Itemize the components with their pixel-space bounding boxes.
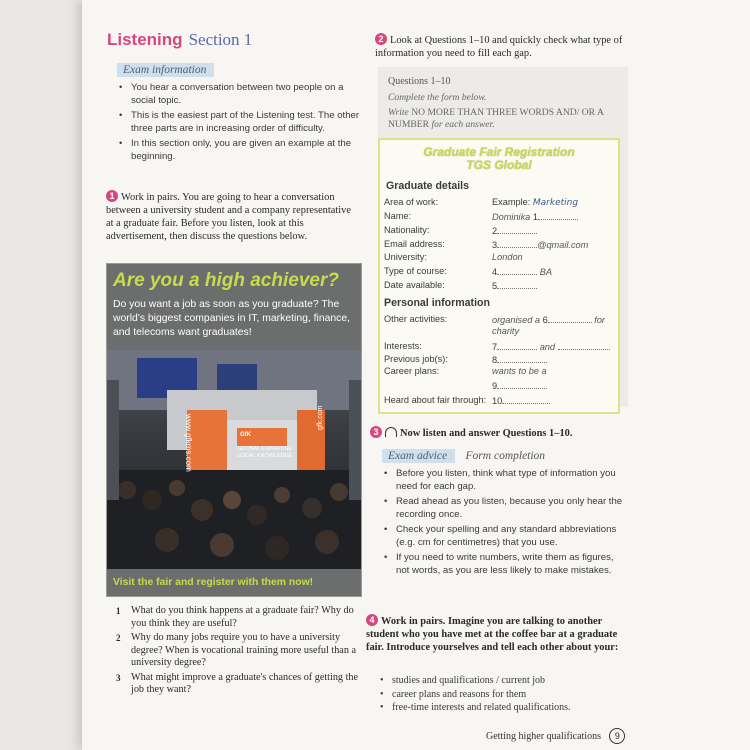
title-section: Section 1 bbox=[188, 30, 253, 49]
task-4 bbox=[366, 614, 626, 654]
ad-footer: Visit the fair and register with them now! bbox=[113, 577, 314, 588]
registration-form bbox=[378, 138, 620, 414]
field-label: Area of work: bbox=[384, 197, 439, 207]
graduate-details-heading: Graduate details bbox=[386, 180, 470, 192]
answer-gap[interactable] bbox=[502, 395, 550, 404]
instruction-line-2: Write NO MORE THAN THREE WORDS AND/ OR A NUMBER for each answer. bbox=[388, 107, 604, 130]
field-value: 7 and bbox=[492, 341, 610, 352]
exam-advice-bullet: • Before you listen, think what type of information you need for each gap. bbox=[382, 468, 627, 493]
advertisement bbox=[106, 263, 362, 597]
answer-gap[interactable] bbox=[497, 380, 547, 389]
form-instructions bbox=[388, 76, 623, 130]
field-value: Dominika 1 bbox=[492, 211, 578, 222]
exam-advice-bullet: • Read ahead as you listen, because you only hear the recording once. bbox=[382, 496, 627, 521]
exam-info-bullet: • In this section only, you are given an example at the beginning. bbox=[117, 138, 362, 163]
questions-heading: Questions 1–10 bbox=[388, 76, 451, 87]
answer-gap[interactable] bbox=[497, 280, 537, 289]
footer-text: Getting higher qualifications bbox=[486, 731, 601, 742]
ad-headline: Are you a high achiever? bbox=[113, 270, 339, 291]
question-item: 1 What do you think happens at a graduate fair? Why do you think they are useful? bbox=[116, 605, 354, 629]
answer-gap[interactable] bbox=[548, 314, 592, 323]
field-label: Date available: bbox=[384, 280, 445, 290]
question-item: 3 What might improve a graduate's chances of getting the job they want? bbox=[116, 671, 359, 695]
field-value: 3 @qmail.com bbox=[492, 240, 589, 250]
task-3-number: 3 bbox=[370, 426, 382, 438]
field-label: Previous job(s): bbox=[384, 354, 448, 364]
fair-photo bbox=[107, 350, 361, 569]
exam-info-list bbox=[117, 82, 362, 163]
exam-advice bbox=[382, 446, 627, 580]
exam-advice-list bbox=[382, 468, 627, 577]
task-3 bbox=[370, 426, 625, 440]
task-1-text: Work in pairs. You are going to hear a conversation between a university student and a company representative at a graduate fair. Before you listen, look at this advertisement, then discuss the questions below. bbox=[106, 192, 351, 242]
exam-advice-subtitle: Form completion bbox=[465, 450, 546, 462]
title-listening: Listening bbox=[107, 30, 183, 49]
task-4-bullet: • studies and qualifications / current job bbox=[378, 675, 623, 688]
task-1 bbox=[106, 190, 361, 243]
answer-gap[interactable] bbox=[497, 266, 537, 275]
headphones-icon bbox=[385, 427, 397, 437]
exam-info-bullet: • This is the easiest part of the Listening test. The other three parts are in increasing order of difficulty. bbox=[117, 110, 362, 135]
field-label: Email address: bbox=[384, 239, 445, 249]
field-value: 10 bbox=[492, 395, 550, 406]
handwritten-answer: Marketing bbox=[532, 198, 579, 208]
textbook-page bbox=[82, 0, 750, 750]
field-value: 8 bbox=[492, 354, 547, 365]
page-title bbox=[107, 30, 252, 50]
field-value: 2 bbox=[492, 225, 537, 236]
page-footer bbox=[486, 726, 625, 744]
form-title: Graduate Fair Registration TGS Global bbox=[423, 145, 575, 172]
task-2-number: 2 bbox=[375, 33, 387, 45]
exam-information bbox=[117, 60, 362, 166]
task-2 bbox=[375, 33, 623, 60]
field-label: Type of course: bbox=[384, 266, 447, 276]
exam-advice-bullet: • If you need to write numbers, write them as figures, not words, as you are less likely to make mistakes. bbox=[382, 552, 627, 577]
exam-info-label: Exam information bbox=[117, 63, 214, 77]
photo-banner-slogan: GLOBAL EXPERTISE LOCAL KNOWLEDGE bbox=[237, 446, 293, 459]
personal-info-heading: Personal information bbox=[384, 297, 490, 309]
answer-gap[interactable] bbox=[538, 211, 578, 220]
ad-body: Do you want a job as soon as you graduate? The world's biggest companies in IT, marketing, finance, and telecoms want graduates! bbox=[113, 299, 351, 338]
instruction-line-1: Complete the form below. bbox=[388, 92, 487, 103]
field-label: Nationality: bbox=[384, 225, 430, 235]
field-value: Example: Marketing bbox=[492, 197, 579, 208]
answer-gap[interactable] bbox=[558, 341, 610, 350]
field-label: Name: bbox=[384, 211, 412, 221]
task-4-list bbox=[378, 675, 623, 716]
page-number: 9 bbox=[609, 728, 625, 744]
task-4-text: Work in pairs. Imagine you are talking to another student who you have met at the coffee bar at a graduate fair. Introduce yourselves and tell each other about your: bbox=[366, 616, 619, 653]
field-value: 4 BA bbox=[492, 267, 552, 277]
exam-advice-bullet: • Check your spelling and any standard abbreviations (e.g. cm for centimetres) that you use. bbox=[382, 524, 627, 549]
answer-gap[interactable] bbox=[497, 354, 547, 363]
answer-gap[interactable] bbox=[497, 225, 537, 234]
field-value: 5 bbox=[492, 280, 537, 291]
question-item: 2 Why do many jobs require you to have a university degree? When is vocational training more useful than a university degree? bbox=[116, 632, 356, 668]
field-value-cont: charity bbox=[492, 326, 520, 336]
exam-advice-label: Exam advice bbox=[382, 449, 455, 463]
exam-info-bullet: • You hear a conversation between two people on a social topic. bbox=[117, 82, 362, 107]
field-value-cont: 9 bbox=[492, 380, 547, 391]
field-value: wants to be a bbox=[492, 366, 547, 376]
task-3-text: Now listen and answer Questions 1–10. bbox=[400, 428, 573, 439]
photo-logo: GfK bbox=[240, 432, 251, 438]
answer-gap[interactable] bbox=[497, 239, 537, 248]
task-2-text: Look at Questions 1–10 and quickly check what type of information you need to fill each gap. bbox=[375, 35, 623, 59]
field-value: organised a 6 for bbox=[492, 315, 605, 325]
task-4-bullet: • free-time interests and related qualifications. bbox=[378, 702, 623, 715]
answer-gap[interactable] bbox=[497, 341, 537, 350]
task-1-number: 1 bbox=[106, 190, 118, 202]
task-4-bullet: • career plans and reasons for them bbox=[378, 689, 623, 702]
field-label: Heard about fair through: bbox=[384, 395, 487, 405]
photo-banner-side: gfk.com bbox=[317, 405, 324, 430]
field-label: Other activities: bbox=[384, 314, 448, 324]
task-4-number: 4 bbox=[366, 614, 378, 626]
field-label: Interests: bbox=[384, 341, 422, 351]
photo-banner-url: www.gfkms.com bbox=[184, 414, 193, 472]
field-label: University: bbox=[384, 252, 427, 262]
discussion-questions bbox=[116, 605, 361, 697]
field-label: Career plans: bbox=[384, 366, 440, 376]
field-value: London bbox=[492, 252, 523, 262]
